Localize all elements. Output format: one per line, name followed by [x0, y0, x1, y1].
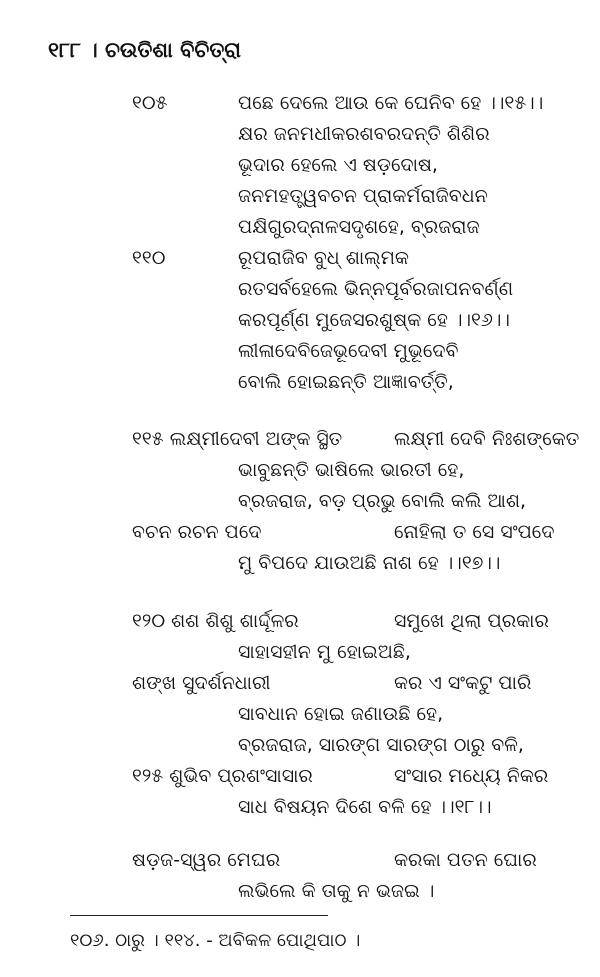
verse-line: ପକ୍ଷିଗୁରଦ୍‌ନାଳସଦୃଶହେ, ବ୍ରଜରାଜ: [238, 216, 480, 238]
verse-line: ଭୂଦାର ହେଲେ ଏ ଷଡ଼ଦୋଷ,: [238, 154, 438, 176]
verse-line: ଲୀଳାଦେବିଜେଭୂଦେବୀ ମୁଭୂଦେବି: [238, 340, 459, 362]
verse-line: ଜନମହତ୍ତ୍ୱବଚନ ପ୍ରାକର୍ମରାଜିବଧନ: [238, 185, 488, 207]
verse-line: କରପୂର୍ଣ୍ଣ ମୁଜେସରଶୁଷ୍କ ହେ ।।୧୬।।: [238, 309, 510, 331]
verse-line: ପଛେ ଦେଲେ ଆଉ କେ ଘେନିବ ହେ ।।୧୫।।: [238, 92, 544, 114]
verse-line-right: ନୋହିଲା ତ ସେ ସଂପଦେ: [394, 521, 555, 543]
verse-line: ବୋଲି ହୋଇଛନ୍ତି ଆଜ୍ଞାବର୍ତ୍ତି,: [238, 371, 454, 393]
page-number: ୧୮୮: [48, 38, 81, 62]
page-header: [48, 38, 241, 63]
verse-line-left: ଶଙ୍ଖ ସୁଦର୍ଶନଧାରୀ: [132, 672, 271, 694]
line-number-105: ୧୦୫: [132, 92, 168, 114]
verse-line: ସାଧ ବିଷୟନ ଦିଶେ ବଳି ହେ ।।୧୮।।: [238, 796, 492, 818]
verse-line-right: କରକା ପତନ ଘୋର: [394, 849, 537, 871]
verse-line-right: ସଂସାର ମଧ୍ୟେ ନିକର: [394, 765, 549, 787]
verse-line: ବ୍ରଜରାଜ, ବଡ଼ ପ୍ରଭୁ ବୋଲି କଲି ଆଶ,: [238, 490, 527, 512]
verse-line: ବ୍ରଜରାଜ, ସାରଙ୍ଗ ସାରଙ୍ଗ ଠାରୁ ବଳି,: [238, 734, 524, 756]
verse-line-left: ଷଡ଼ଜ-ସ୍ୱର ମେଘର: [132, 849, 281, 871]
verse-line-left: ୧୨୦ ଶଶ ଶିଶୁ ଶାର୍ଦ୍ଦୂଳର: [132, 610, 299, 632]
verse-line-right: ଲକ୍ଷ୍ମୀ ଦେବି ନିଃଶଙ୍କେତ: [394, 428, 580, 450]
verse-line: ମୁ ବିପଦେ ଯାଉଅଛି ନାଶ ହେ ।।୧୭।।: [238, 552, 501, 574]
verse-line: ସାବଧାନ ହୋଇ ଜଣାଉଛି ହେ,: [238, 703, 444, 725]
verse-line-left: ୧୧୫ ଲକ୍ଷ୍ମୀଦେବୀ ଅଙ୍କ ସ୍ଥିତ: [132, 428, 343, 450]
verse-line: ରତସର୍ବହେଲେ ଭିନ୍ନପୂର୍ବରଜାପନବର୍ଣ୍ଣ: [238, 278, 514, 300]
book-title: । ଚଉତିଶା ବିଚିତ୍ରା: [88, 38, 241, 62]
verse-line: କ୍ଷର ଜନମଧୀକରଶବରଦନ୍ତି ଶିଶିର: [238, 123, 490, 145]
verse-line-right: ସମୁଖେ ଥିଲା ପ୍ରକାର: [394, 610, 549, 632]
verse-line: ଲଭିଲେ କି ତାକୁ ନ ଭଜଇ ।: [238, 880, 435, 902]
verse-line-left: ବଚନ ରଚନ ପଦେ: [132, 521, 262, 543]
footnote: ୧୦୬. ଠାରୁ । ୧୧୪. - ଅବିକଳ ପୋଥିପାଠ ।: [70, 930, 361, 951]
verse-line: ରୂପରାଜିବ ବୁଧ୍ ଶାଲ୍ମକ: [238, 247, 409, 269]
footnote-divider: [70, 915, 328, 916]
verse-line-left: ୧୨୫ ଶୁଭିବ ପ୍ରଶଂସାସାର: [132, 765, 313, 787]
line-number-110: ୧୧୦: [132, 247, 166, 269]
verse-line-right: କର ଏ ସଂକଟୁ ପାରି: [394, 672, 532, 694]
verse-line: ସାହାସହୀନ ମୁ ହୋଇଅଛି,: [238, 641, 411, 663]
verse-line: ଭାବୁଛନ୍ତି ଭାଷିଲେ ଭାରତୀ ହେ,: [238, 459, 465, 481]
